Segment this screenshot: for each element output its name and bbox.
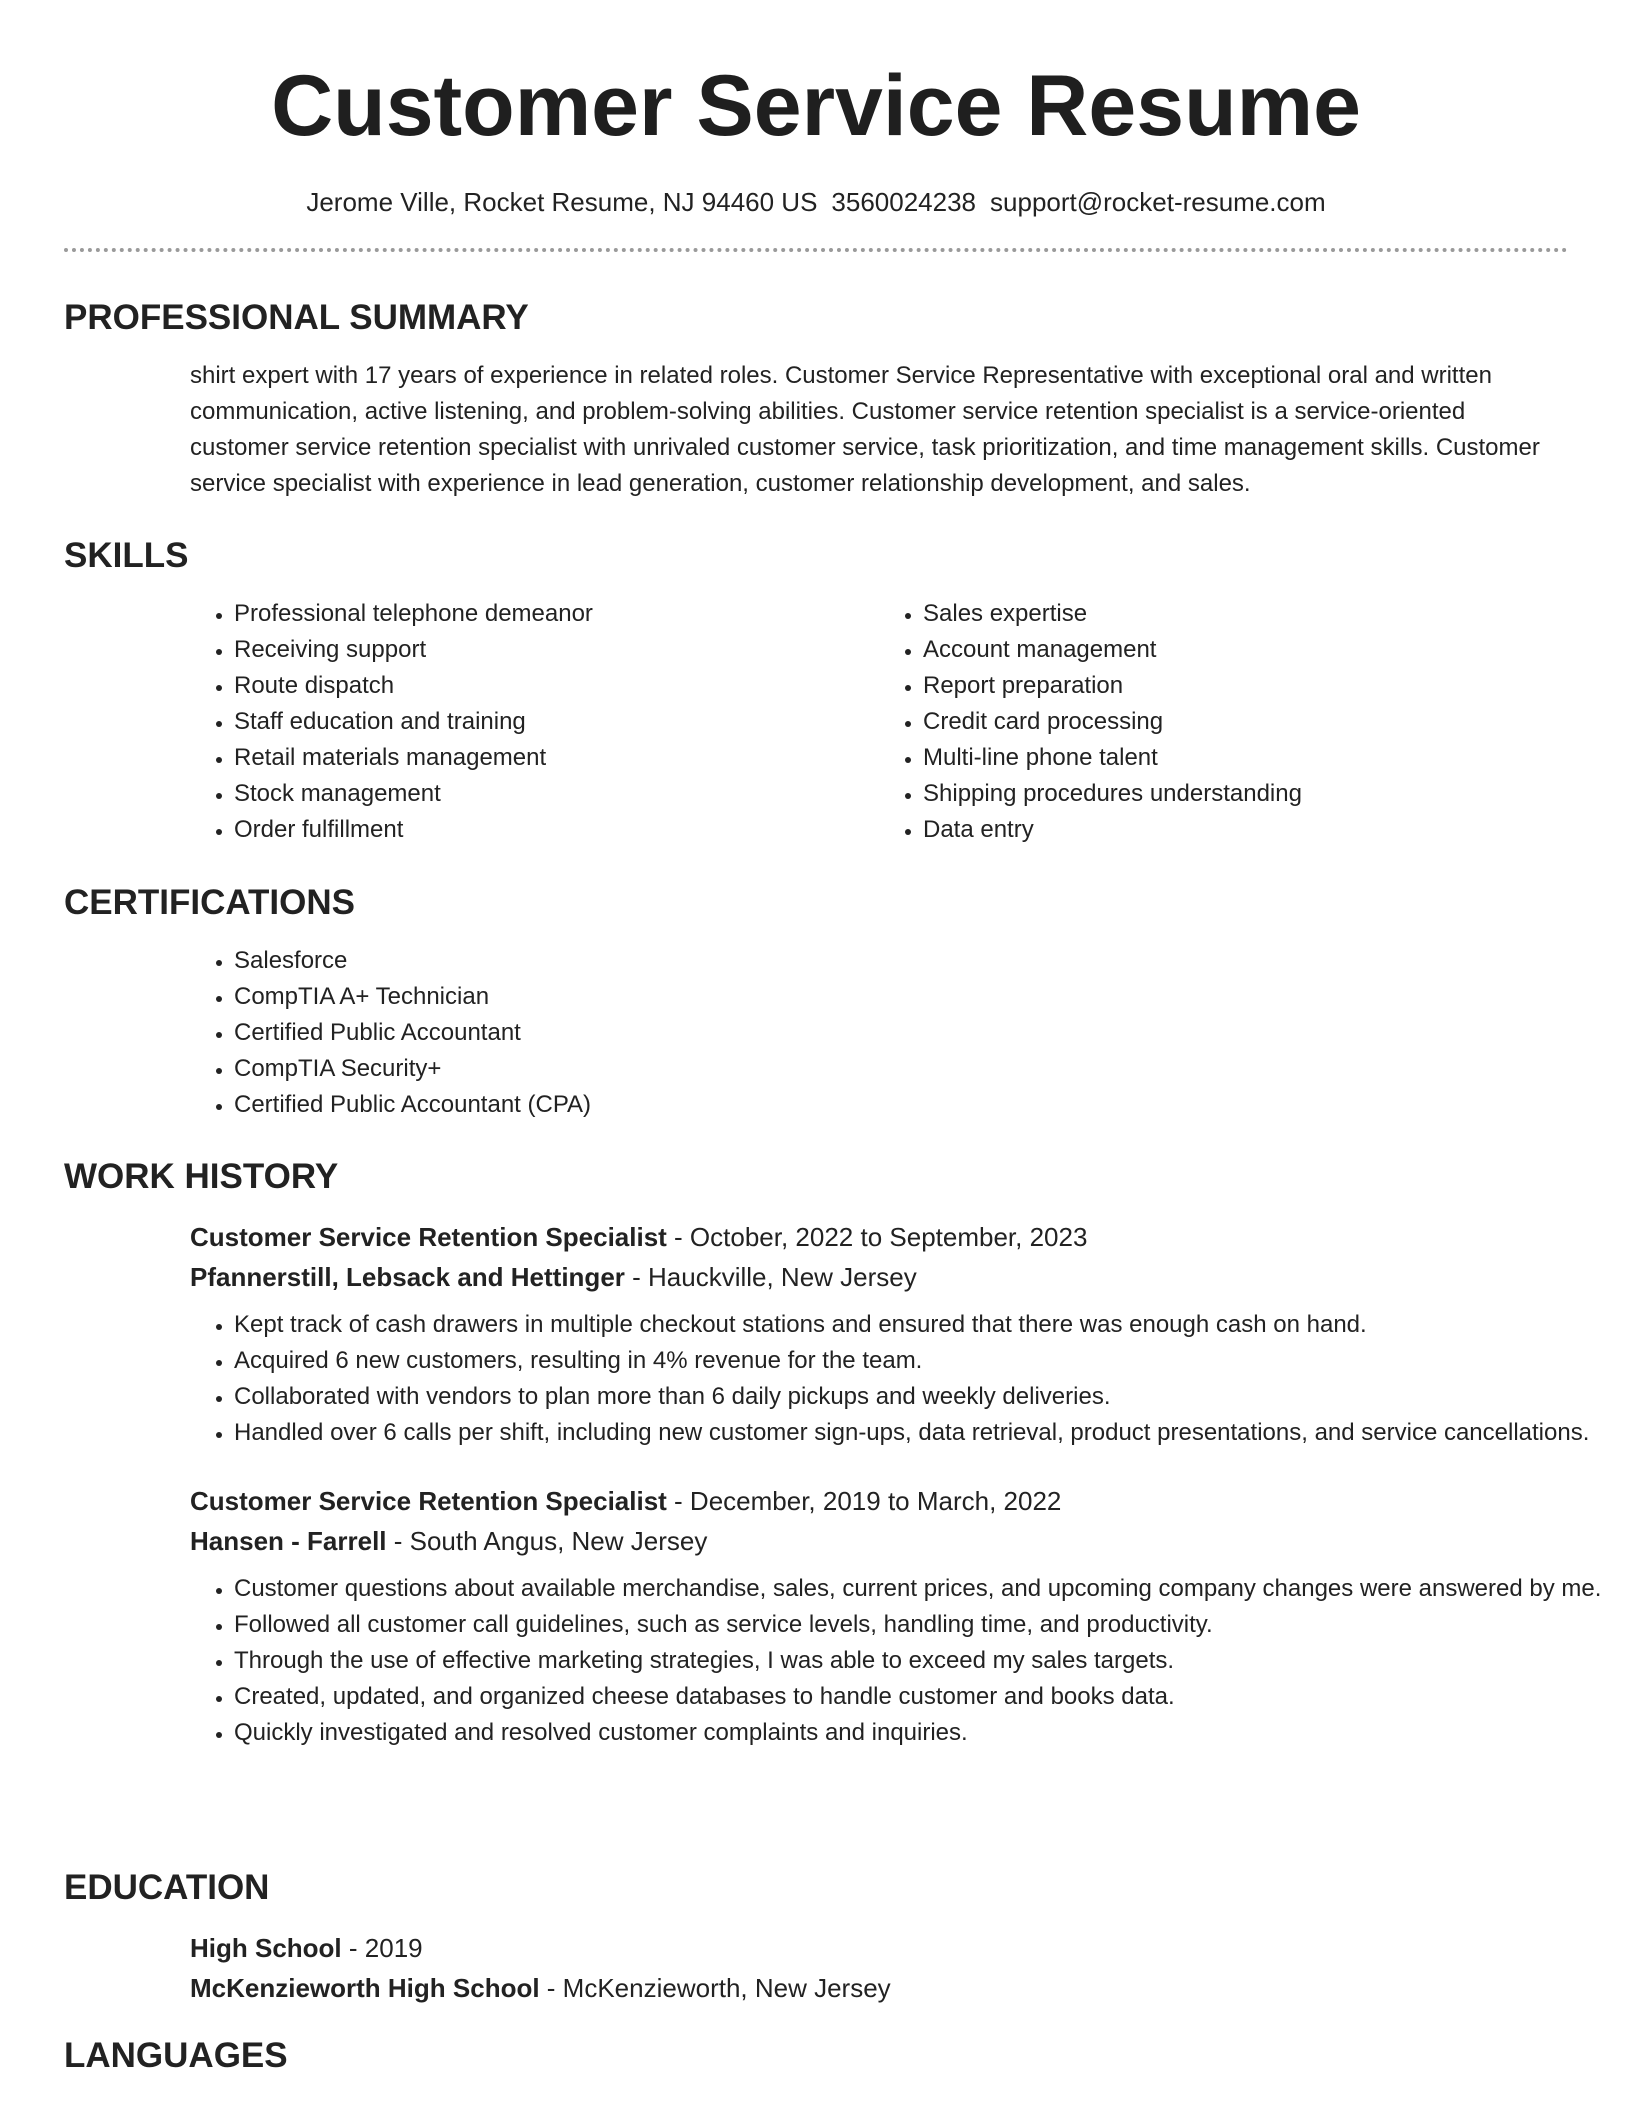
contact-phone: 3560024238 bbox=[831, 187, 977, 217]
job-entry bbox=[190, 1481, 1602, 1751]
job-entry bbox=[190, 1217, 1590, 1451]
education-degree-line bbox=[190, 1928, 1568, 1968]
contact-line bbox=[64, 184, 1568, 220]
page-title: Customer Service Resume bbox=[271, 58, 1361, 154]
education-school: McKenzieworth High School bbox=[190, 1973, 540, 2003]
list-item: • Through the use of effective marketing strategies, I was able to exceed my sales targets. bbox=[234, 1643, 1612, 1679]
list-item: • Quickly investigated and resolved customer complaints and inquiries. bbox=[234, 1715, 1612, 1751]
skills-list-right bbox=[879, 596, 1568, 848]
list-item: • Stock management bbox=[234, 776, 879, 812]
list-item: • Followed all customer call guidelines, such as service levels, handling time, and productivity. bbox=[234, 1607, 1612, 1643]
contact-address: Jerome Ville, Rocket Resume, NJ 94460 US bbox=[306, 187, 818, 217]
job-company: Pfannerstill, Lebsack and Hettinger bbox=[190, 1262, 625, 1292]
header-divider bbox=[64, 248, 1568, 252]
job-company-line bbox=[190, 1257, 1568, 1297]
work-history-heading: WORK HISTORY bbox=[64, 1157, 339, 1196]
list-item: • CompTIA A+ Technician bbox=[234, 979, 1568, 1015]
list-item: • Acquired 6 new customers, resulting in 4% revenue for the team. bbox=[234, 1343, 1612, 1379]
job-company: Hansen - Farrell bbox=[190, 1526, 387, 1556]
list-item: • Retail materials management bbox=[234, 740, 879, 776]
list-item: • Created, updated, and organized cheese databases to handle customer and books data. bbox=[234, 1679, 1612, 1715]
education-location: - McKenzieworth, New Jersey bbox=[539, 1973, 891, 2003]
work-history-section bbox=[64, 1155, 1602, 1771]
skills-section bbox=[64, 534, 1568, 848]
job-dates: - October, 2022 to September, 2023 bbox=[666, 1222, 1088, 1252]
resume-header bbox=[64, 56, 1568, 252]
education-section bbox=[64, 1866, 1568, 2008]
list-item: • Sales expertise bbox=[923, 596, 1568, 632]
languages-section bbox=[64, 2034, 1568, 2078]
list-item: • Certified Public Accountant (CPA) bbox=[234, 1087, 1568, 1123]
summary-section bbox=[64, 296, 1568, 502]
summary-text: shirt expert with 17 years of experience in related roles. Customer Service Representative with exceptional oral and written communication, active listening, and problem-solving abilities. Customer service retention specialist is a service-oriented customer service retention specialist with unrivaled customer service, task prioritization, and time management skills. Customer service specialist with experience in lead generation, customer relationship development, and sales. bbox=[190, 362, 1540, 497]
certifications-section bbox=[64, 881, 1568, 1123]
list-item: • Report preparation bbox=[923, 668, 1568, 704]
education-school-line bbox=[190, 1968, 1568, 2008]
list-item: • Receiving support bbox=[234, 632, 879, 668]
job-title-line bbox=[190, 1217, 1568, 1257]
list-item: • Route dispatch bbox=[234, 668, 879, 704]
skills-columns bbox=[190, 596, 1568, 848]
list-item: • Credit card processing bbox=[923, 704, 1568, 740]
skills-list-left bbox=[190, 596, 879, 848]
certifications-list bbox=[190, 943, 1568, 1123]
job-bullets bbox=[64, 1307, 1612, 1451]
skills-heading: SKILLS bbox=[64, 536, 189, 575]
contact-email: support@rocket-resume.com bbox=[990, 187, 1326, 217]
list-item: • Kept track of cash drawers in multiple checkout stations and ensured that there was enough cash on hand. bbox=[234, 1307, 1612, 1343]
education-year: - 2019 bbox=[341, 1933, 423, 1963]
list-item: • Certified Public Accountant bbox=[234, 1015, 1568, 1051]
job-bullets bbox=[64, 1571, 1612, 1751]
list-item: • Staff education and training bbox=[234, 704, 879, 740]
languages-heading: LANGUAGES bbox=[64, 2036, 288, 2075]
certifications-heading: CERTIFICATIONS bbox=[64, 883, 356, 922]
work-history-body bbox=[190, 1217, 1602, 1751]
job-company-line bbox=[190, 1521, 1568, 1561]
list-item: • Order fulfillment bbox=[234, 812, 879, 848]
list-item: • Handled over 6 calls per shift, including new customer sign-ups, data retrieval, product presentations, and service cancellations. bbox=[234, 1415, 1612, 1451]
list-item: • Shipping procedures understanding bbox=[923, 776, 1568, 812]
job-title: Customer Service Retention Specialist bbox=[190, 1486, 667, 1516]
list-item: • Customer questions about available merchandise, sales, current prices, and upcoming company changes were answered by me. bbox=[234, 1571, 1612, 1607]
job-location: - Hauckville, New Jersey bbox=[624, 1262, 917, 1292]
job-location: - South Angus, New Jersey bbox=[386, 1526, 708, 1556]
list-item: • CompTIA Security+ bbox=[234, 1051, 1568, 1087]
list-item: • Account management bbox=[923, 632, 1568, 668]
education-body bbox=[190, 1928, 1568, 2008]
summary-heading: PROFESSIONAL SUMMARY bbox=[64, 298, 529, 337]
job-title: Customer Service Retention Specialist bbox=[190, 1222, 667, 1252]
list-item: • Data entry bbox=[923, 812, 1568, 848]
list-item: • Salesforce bbox=[234, 943, 1568, 979]
job-dates: - December, 2019 to March, 2022 bbox=[666, 1486, 1062, 1516]
list-item: • Collaborated with vendors to plan more than 6 daily pickups and weekly deliveries. bbox=[234, 1379, 1612, 1415]
job-title-line bbox=[190, 1481, 1568, 1521]
education-degree: High School bbox=[190, 1933, 342, 1963]
education-heading: EDUCATION bbox=[64, 1868, 270, 1907]
list-item: • Multi-line phone talent bbox=[923, 740, 1568, 776]
resume-page bbox=[64, 0, 1602, 2075]
list-item: • Professional telephone demeanor bbox=[234, 596, 879, 632]
